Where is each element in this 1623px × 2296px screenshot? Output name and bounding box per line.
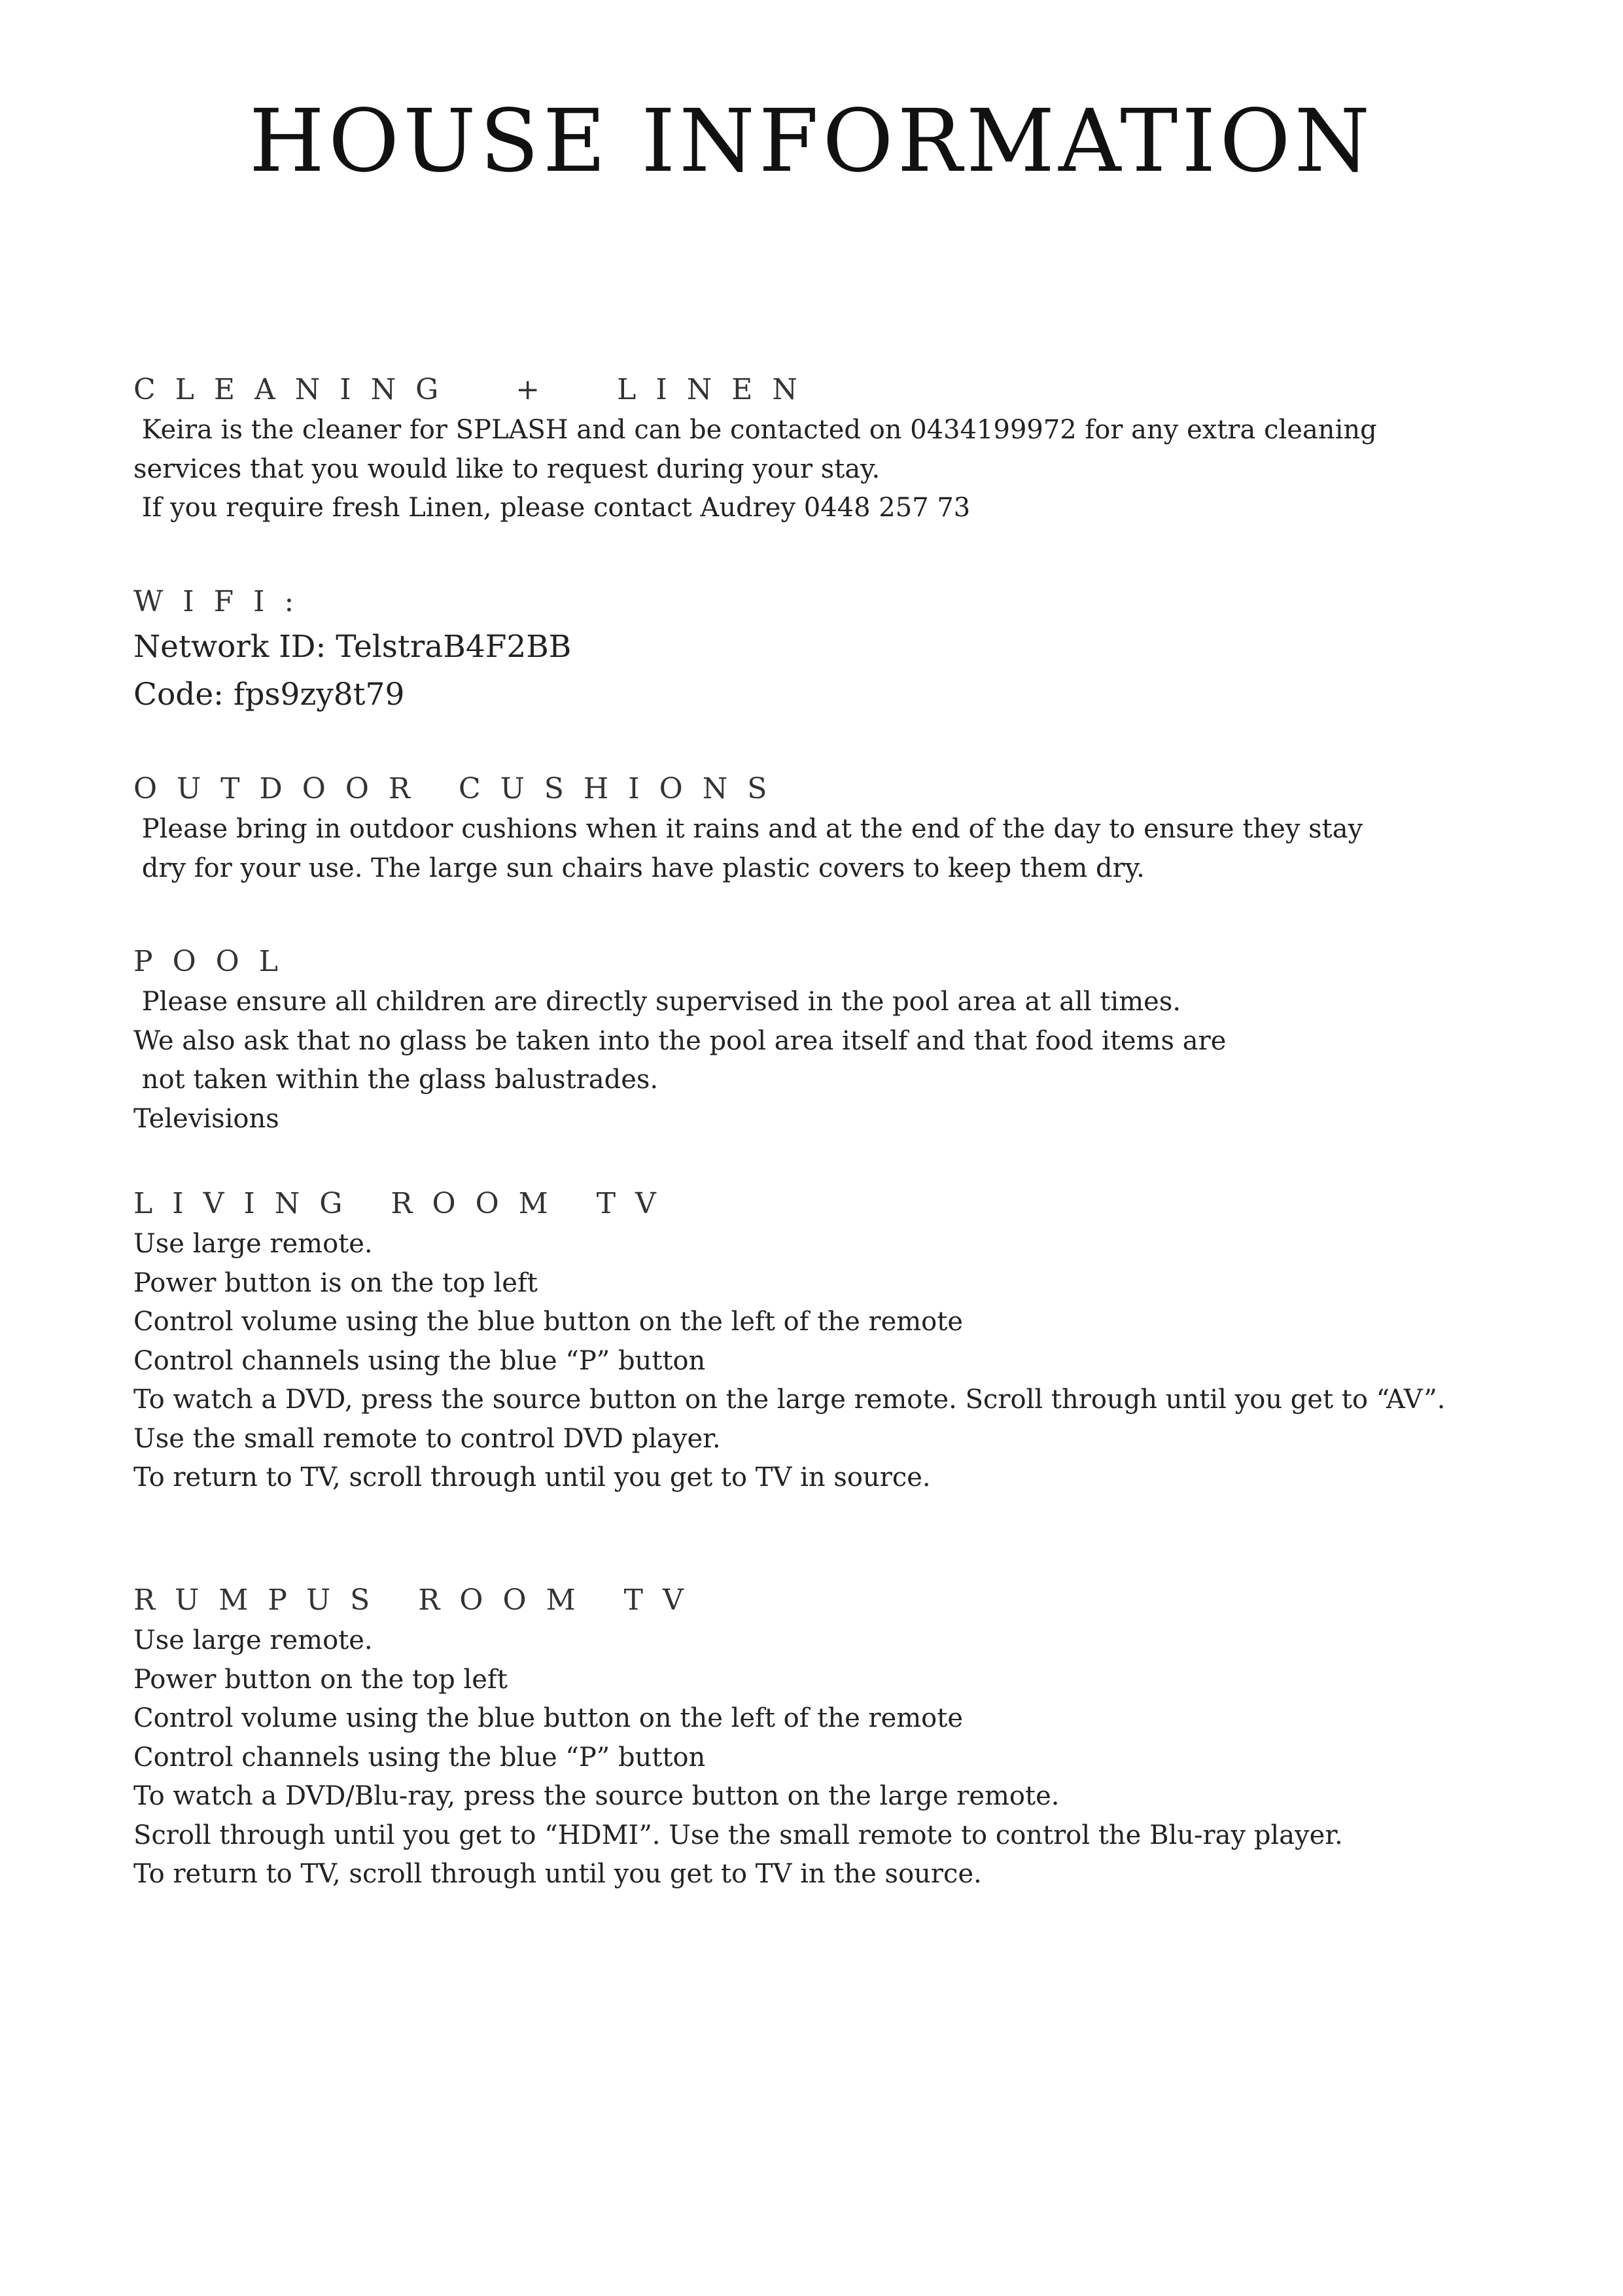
section-rumpus-room-tv xyxy=(133,1580,1507,1894)
section-text-line: To watch a DVD/Blu-ray, press the source button on the large remote. xyxy=(133,1781,1060,1811)
section-heading-rumpus-room-tv: RUMPUS ROOM TV xyxy=(133,1583,703,1617)
section-text-line: services that you would like to request during your stay. xyxy=(133,453,881,484)
section-outdoor-cushions xyxy=(133,768,1507,888)
section-text-line: Control volume using the blue button on the left of the remote xyxy=(133,1703,964,1733)
section-text-line: Please bring in outdoor cushions when it rains and at the end of the day to ensure they stay xyxy=(133,814,1363,844)
section-text-line: Control channels using the blue “P” button xyxy=(133,1742,706,1773)
section-heading-cleaning-linen: CLEANING + LINEN xyxy=(133,373,817,406)
section-wifi xyxy=(133,581,1507,718)
section-living-room-tv xyxy=(133,1183,1507,1498)
section-text-line: not taken within the glass balustrades. xyxy=(133,1065,659,1095)
section-heading-outdoor-cushions: OUTDOOR CUSHIONS xyxy=(133,772,787,805)
section-text-line: Use the small remote to control DVD player. xyxy=(133,1423,721,1454)
section-text-line: Power button on the top left xyxy=(133,1664,508,1695)
section-cleaning-linen xyxy=(133,369,1507,528)
wifi-code: Code: fps9zy8t79 xyxy=(133,677,405,713)
section-text-line: Scroll through until you get to “HDMI”. Use the small remote to control the Blu-ray player. xyxy=(133,1820,1343,1850)
section-text-line: dry for your use. The large sun chairs have plastic covers to keep them dry. xyxy=(133,853,1145,883)
section-text-line: Use large remote. xyxy=(133,1229,373,1259)
section-text-line: Keira is the cleaner for SPLASH and can be contacted on 0434199972 for any extra cleaning xyxy=(133,415,1377,445)
section-heading-living-room-tv: LIVING ROOM TV xyxy=(133,1187,676,1220)
section-text-line: To watch a DVD, press the source button on the large remote. Scroll through until you get to “AV”. xyxy=(133,1385,1446,1415)
section-text-line: Please ensure all children are directly supervised in the pool area at all times. xyxy=(133,987,1181,1017)
wifi-network-id: Network ID: TelstraB4F2BB xyxy=(133,629,572,665)
section-text-line: To return to TV, scroll through until you get to TV in the source. xyxy=(133,1859,982,1889)
section-text-line: If you require fresh Linen, please contact Audrey 0448 257 73 xyxy=(133,493,971,523)
section-pool xyxy=(133,941,1507,1139)
section-text-line: Power button is on the top left xyxy=(133,1267,538,1298)
section-text-line: Use large remote. xyxy=(133,1625,373,1655)
section-text-line: Control volume using the blue button on the left of the remote xyxy=(133,1307,964,1337)
section-text-line: We also ask that no glass be taken into the pool area itself and that food items are xyxy=(133,1025,1227,1056)
section-heading-pool: POOL xyxy=(133,945,298,978)
page-title: HOUSE INFORMATION xyxy=(249,91,1374,192)
section-text-line: Televisions xyxy=(133,1103,279,1134)
section-text-line: To return to TV, scroll through until you get to TV in source. xyxy=(133,1462,931,1492)
section-heading-wifi: WIFI: xyxy=(133,585,314,618)
section-text-line: Control channels using the blue “P” button xyxy=(133,1345,706,1376)
